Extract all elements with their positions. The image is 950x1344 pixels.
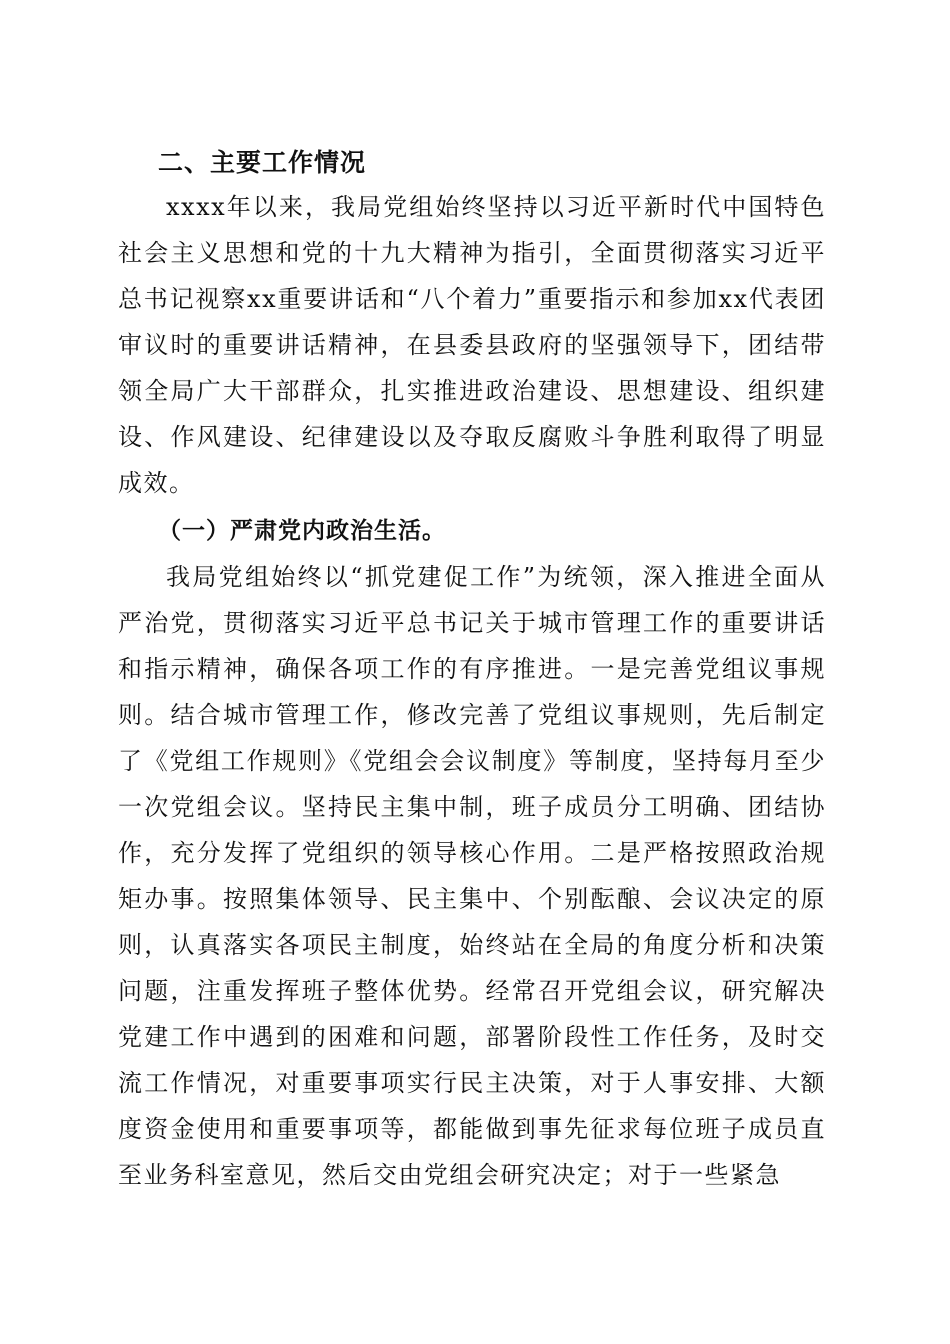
subsection-heading: （一）严肃党内政治生活。 bbox=[158, 518, 446, 544]
document-content bbox=[118, 142, 826, 1198]
body-paragraph: 我局党组始终以“抓党建促工作”为统领，深入推进全面从严治党，贯彻落实习近平总书记关于城市管理工作的重要讲话和指示精神，确保各项工作的有序推进。一是完善党组议事规则。结合城市管理工作，修改完善了党组议事规则，先后制定了《党组工作规则》《党组会会议制度》等制度，坚持每月至少一次党组会议。坚持民主集中制，班子成员分工明确、团结协作，充分发挥了党组织的领导核心作用。二是严格按照政治规矩办事。按照集体领导、民主集中、个别酝酿、会议决定的原则，认真落实各项民主制度，始终站在全局的角度分析和决策问题，注重发挥班子整体优势。经常召开党组会议，研究解决党建工作中遇到的困难和问题，部署阶段性工作任务，及时交流工作情况，对重要事项实行民主决策，对于人事安排、大额度资金使用和重要事项等，都能做到事先征求每位班子成员直至业务科室意见，然后交由党组会研究决定；对于一些紧急 bbox=[118, 563, 826, 1189]
section-heading: 二、主要工作情况 bbox=[158, 148, 367, 177]
intro-paragraph: xxxx年以来，我局党组始终坚持以习近平新时代中国特色社会主义思想和党的十九大精神为指引，全面贯彻落实习近平总书记视察xx重要讲话和“八个着力”重要指示和参加xx代表团审议时的重要讲话精神，在县委县政府的坚强领导下，团结带领全局广大干部群众，扎实推进政治建设、思想建设、组织建设、作风建设、纪律建设以及夺取反腐败斗争胜利取得了明显成效。 bbox=[118, 193, 826, 497]
